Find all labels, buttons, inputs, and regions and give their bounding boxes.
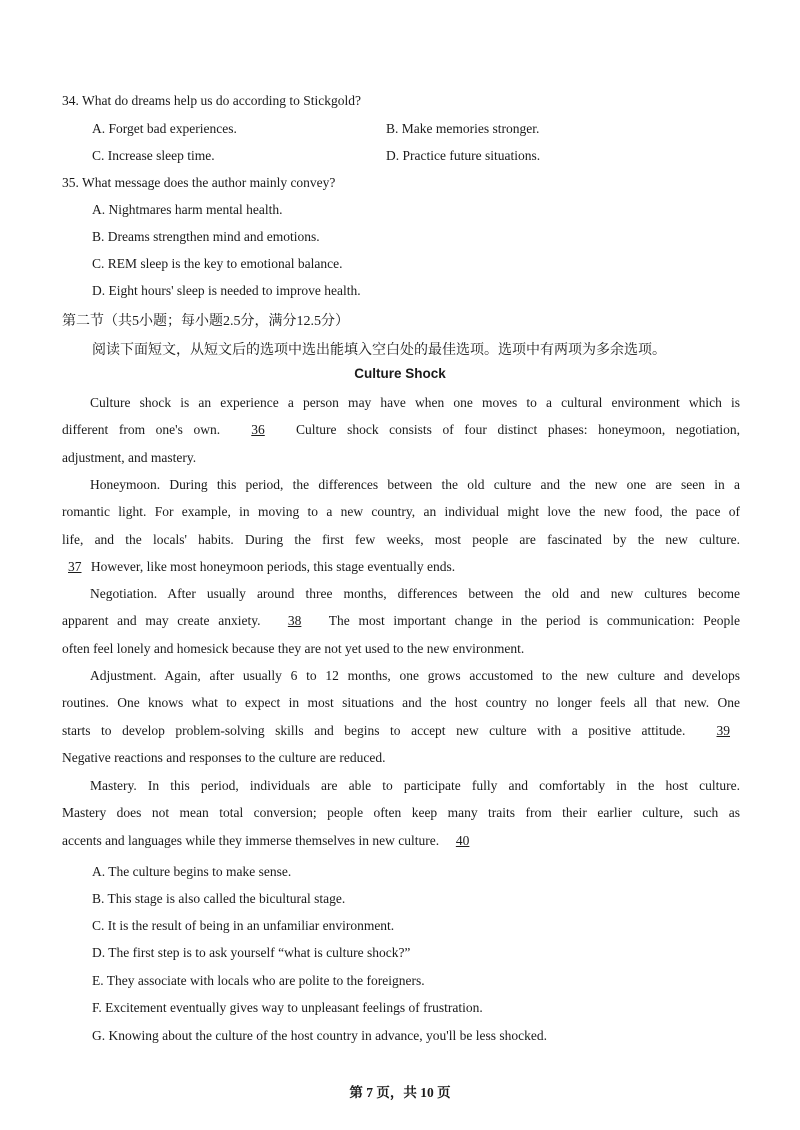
choice-a: A. The culture begins to make sense. <box>92 864 292 879</box>
paragraph-line: Negotiation. After usually around three months, differences between the old and new cultures become <box>90 586 740 601</box>
question-35-option-a: A. Nightmares harm mental health. <box>92 202 283 217</box>
choice-g: G. Knowing about the culture of the host country in advance, you'll be less shocked. <box>92 1028 547 1043</box>
question-34-stem: 34. What do dreams help us do according to Stickgold? <box>62 93 361 108</box>
question-34-option-c: C. Increase sleep time. <box>92 148 215 163</box>
blank-37[interactable]: 37 <box>68 558 82 574</box>
section-instruction: 阅读下面短文，从短文后的选项中选出能填入空白处的最佳选项。选项中有两项为多余选项。 <box>92 343 666 358</box>
paragraph-line: Adjustment. Again, after usually 6 to 12 months, one grows accustomed to the new culture and develops <box>90 668 740 683</box>
choice-e: E. They associate with locals who are polite to the foreigners. <box>92 973 425 988</box>
paragraph-line: life, and the locals' habits. During the first few weeks, most people are fascinated by the new culture. <box>62 531 740 547</box>
paragraph-intro <box>62 389 740 471</box>
question-34-option-a: A. Forget bad experiences. <box>92 121 237 136</box>
paragraph-line: Mastery does not mean total conversion; people often keep many traits from their earlier culture, such as <box>62 805 740 821</box>
blank-38[interactable]: 38 <box>287 613 302 629</box>
paragraph-line: Culture shock is an experience a person may have when one moves to a cultural environment which is <box>90 395 740 410</box>
blank-36[interactable]: 36 <box>251 422 265 438</box>
paragraph-line <box>62 827 740 854</box>
paragraph-line <box>62 607 740 634</box>
question-35-option-c: C. REM sleep is the key to emotional balance. <box>92 256 343 271</box>
text-segment: The most important change in the period is communication: People <box>328 613 741 629</box>
choice-b: B. This stage is also called the bicultural stage. <box>92 891 346 906</box>
page-number-footer: 第 7 页，共 10 页 <box>349 1085 451 1100</box>
paragraph-line: Honeymoon. During this period, the differences between the old culture and the new one are seen in a <box>90 477 740 492</box>
section-heading: 第二节（共5小题；每小题2.5分，满分12.5分） <box>62 314 349 329</box>
question-35-option-d: D. Eight hours' sleep is needed to improve health. <box>92 283 361 298</box>
question-34-option-d: D. Practice future situations. <box>386 148 541 163</box>
text-segment: different from one's own. <box>62 422 221 438</box>
paragraph-mastery <box>62 772 740 854</box>
text-segment: Culture shock consists of four distinct phases: honeymoon, negotiation, <box>295 422 740 438</box>
choice-c: C. It is the result of being in an unfamiliar environment. <box>92 918 395 933</box>
paragraph-line: often feel lonely and homesick because they are not yet used to the new environment. <box>62 640 525 656</box>
text-segment: However, like most honeymoon periods, this stage eventually ends. <box>90 558 456 574</box>
text-segment: accents and languages while they immerse themselves in new culture. <box>62 832 440 848</box>
paragraph-line: Negative reactions and responses to the culture are reduced. <box>62 749 386 765</box>
paragraph-line: Mastery. In this period, individuals are able to participate fully and comfortably in the host culture. <box>90 778 740 793</box>
paragraph-line <box>62 553 740 580</box>
question-35-option-b: B. Dreams strengthen mind and emotions. <box>92 229 320 244</box>
paragraph-line: romantic light. For example, in moving to a new country, an individual might love the new food, the pace of <box>62 504 740 520</box>
paragraph-adjustment <box>62 662 740 771</box>
text-segment: apparent and may create anxiety. <box>62 613 261 629</box>
paragraph-line: routines. One knows what to expect in most situations and the host country no longer feels all that new. One <box>62 695 740 711</box>
text-segment: starts to develop problem-solving skills and begins to accept new culture with a positive attitude. <box>62 722 686 738</box>
paragraph-line <box>62 416 740 443</box>
passage-title: Culture Shock <box>354 366 446 381</box>
paragraph-line <box>62 717 740 744</box>
choice-f: F. Excitement eventually gives way to unpleasant feelings of frustration. <box>92 1000 483 1015</box>
paragraph-line: adjustment, and mastery. <box>62 449 197 465</box>
blank-39[interactable]: 39 <box>716 722 730 738</box>
paragraph-honeymoon <box>62 471 740 580</box>
blank-40[interactable]: 40 <box>455 832 470 848</box>
choice-d: D. The first step is to ask yourself “what is culture shock?” <box>92 945 411 960</box>
question-34-option-b: B. Make memories stronger. <box>386 121 540 136</box>
question-35-stem: 35. What message does the author mainly convey? <box>62 175 336 190</box>
paragraph-negotiation <box>62 580 740 662</box>
